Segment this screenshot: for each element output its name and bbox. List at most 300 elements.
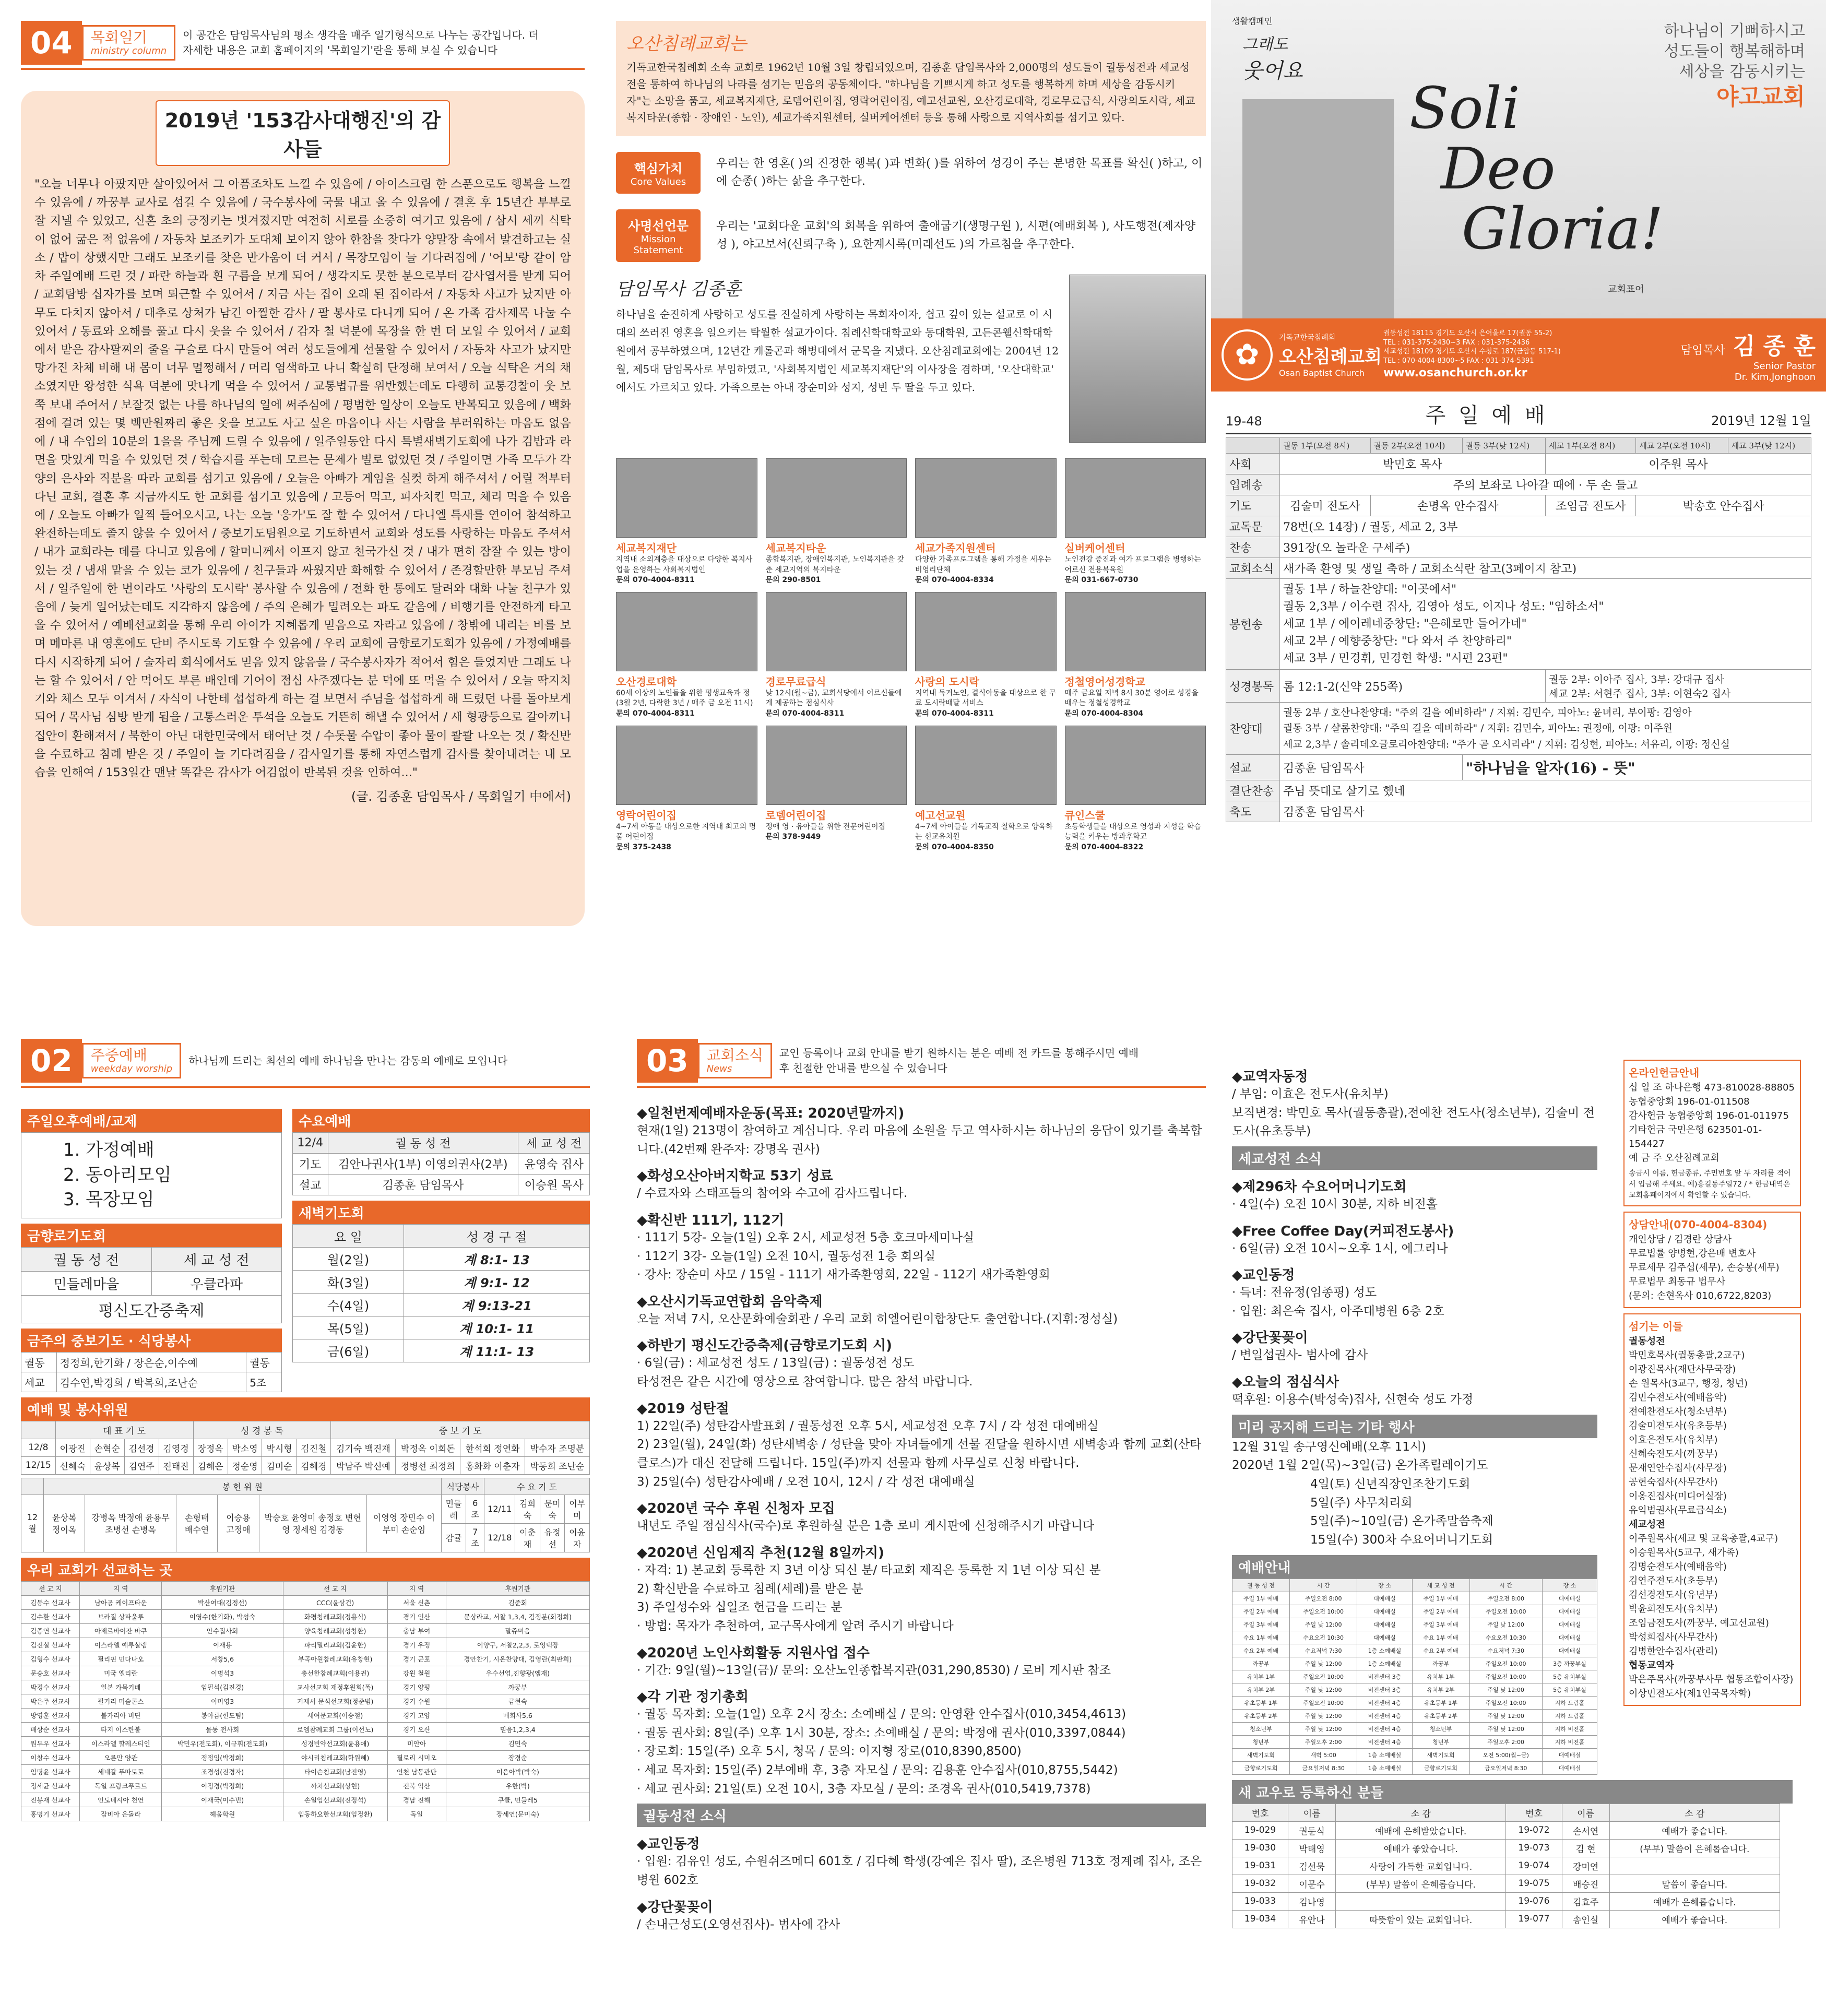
p02-serve2_row2-3: 이춘재 — [515, 1523, 540, 1552]
cover-soli-2: Gloria! — [1462, 195, 1664, 262]
p03-items-5-b-2: 3) 25일(수) 성탄감사예배 / 오전 10시, 12시 / 각 성전 대예배실 — [637, 1475, 975, 1489]
p02-mission_head-1: 지 역 — [80, 1581, 162, 1595]
p02-wed_head-2: 세 교 성 전 — [518, 1133, 590, 1154]
side-gd-11: 유익범권사(무료급식소) — [1629, 1505, 1727, 1516]
p03-items-9-b-0: · 궐동 목자회: 오늘(1일) 오후 2시 장소: 소예배실 / 문의: 안영환 안수집사(010,3454,4613) — [637, 1707, 1127, 1722]
p03-sched_rows-12-3: 새벽기도회 — [1412, 1748, 1469, 1761]
p02-mission_head-4: 지 역 — [387, 1581, 446, 1595]
side-sg-6: 조임금전도사(까꿍부, 예고선교원) — [1629, 1618, 1769, 1629]
worship-rows-0-v-0: 박민호 목사 — [1280, 454, 1546, 475]
worship-rows-2-v-0: 김술미 전도사 — [1280, 495, 1371, 516]
p03-sched_rows-13-0: 금향로기도회 — [1232, 1761, 1290, 1774]
p02-dawn_rows-4-1: 계 11:1- 13 — [404, 1339, 590, 1362]
worship-cols-5: 세교 3부(낮 12시) — [1728, 438, 1811, 454]
mid-photos-8-c: 문의 375-2438 — [616, 843, 671, 851]
p03-items-2-b-0: · 111기 5강- 오늘(1일) 오후 2시, 세교성전 5층 호크마세미나실 — [637, 1230, 975, 1244]
mid-photos-7-d: 매주 금요일 저녁 8시 30분 영어로 성경을 배우는 정철성경학교 — [1064, 689, 1199, 708]
p02-dawn_rows-0-1: 계 8:1- 13 — [404, 1248, 590, 1271]
p03-reg_rows-0-3: 19-072 — [1506, 1821, 1562, 1839]
p03-sched_rows-2-4: 주일 낮 12:00 — [1469, 1618, 1542, 1631]
p02-serve_rows-1-1: 신혜숙 — [55, 1456, 90, 1474]
p02-dawn_rows-0-0: 월(2일) — [293, 1248, 404, 1271]
p02-serve2_row-10: 김희숙 — [515, 1495, 540, 1523]
p03-items-0-b-0: 현재(1일) 213명이 참여하고 계십니다. 우리 마음에 소원을 두고 역사하시는 하나님의 응답이 있기를 축복합니다.(42번째 완주자: 강명옥 권사) — [637, 1124, 1202, 1156]
p03-sched_rows-11-3: 청년부 — [1412, 1735, 1469, 1748]
p03-sched_rows-3-1: 수요오전 10:30 — [1289, 1631, 1357, 1644]
core-values-text: 우리는 한 영혼( )의 진정한 행복( )과 변화( )를 위하여 성경이 주는 분명한 목표를 확신( )하고, 이에 순종( )하는 삶을 추구한다. — [716, 157, 1203, 188]
p03-gd_items-0-b-0: · 입원: 김유인 성도, 수원쉬즈메디 601호 / 김다혜 학생(강예은 집사 딸), 조은병원 713호 정계례 집사, 조은병원 602호 — [637, 1855, 1202, 1888]
mid-photos-11-c: 문의 070-4004-8322 — [1064, 843, 1144, 851]
mid-core_label: 핵심가치 — [634, 161, 683, 176]
p03-gd_items-1-h: ◆강단꽃꽂이 — [637, 1899, 713, 1915]
p03-items-4-h: ◆하반기 평신도간증축제(금향로기도회 시) — [637, 1338, 892, 1354]
p02-sun_items-2: 3. 목장모임 — [63, 1189, 155, 1211]
side-counsel_rows-2: 무료세무 김주섭(세무), 손승봉(세무) — [1629, 1262, 1780, 1273]
mid-photos-4-d: 60세 이상의 노인들을 위한 평생교육과 정(3월 2년, 다락한 3년 / 매주 금 오전 11시) — [616, 689, 753, 708]
side-online_note: 송금시 이름, 헌금종류, 주민번호 앞 두 자리를 적어서 입금해 주세요. 예)홍길동주일72 / * 한금내역은 교회홈페이지에서 확인할 수 있습니다. — [1629, 1169, 1791, 1200]
website-link[interactable]: www.osanchurch.or.kr — [1383, 366, 1527, 380]
p03-reg_rows-0-2: 예배에 은혜받았습니다. — [1336, 1821, 1506, 1839]
mid-mission_label: 사명선언문 — [628, 219, 689, 233]
sunday-afternoon-title: 주일오후예배/교제 — [21, 1109, 282, 1132]
cover-church_en: Osan Baptist Church — [1279, 368, 1365, 378]
mission-table — [21, 1581, 590, 1821]
p03-reg_head-1: 이름 — [1288, 1804, 1336, 1821]
p02-mission_head-3: 선 교 지 — [283, 1581, 387, 1595]
p02-mission_rows-6-4: 경기 양평 — [387, 1680, 446, 1694]
p02-pray_rows-1-2: 5조 — [246, 1372, 282, 1392]
p03-reg_head-0: 번호 — [1232, 1804, 1288, 1821]
p02-mission_rows-0-3: CCC(윤상건) — [283, 1595, 387, 1609]
p03-sched_rows-11-5: 지하 비전홀 — [1542, 1735, 1597, 1748]
cover-motto-1: 성도들이 행복해하며 — [1664, 42, 1805, 61]
p02-serve2_row-11: 문미숙 — [540, 1495, 565, 1523]
p02-mission_rows-10-1: 이스라엘 할레스티인 — [80, 1736, 162, 1750]
p03-reg_rows-1-4: 김 현 — [1562, 1839, 1609, 1857]
p02-serve_rows-0-7: 박시형 — [262, 1439, 297, 1456]
p02-mission_rows-14-1: 인도네시아 천연 — [80, 1793, 162, 1807]
p03-sched_rows-9-2: 비전센터 4층 — [1357, 1709, 1412, 1722]
p03-reg_rows-3-4: 배승진 — [1562, 1875, 1609, 1892]
mid-photos-7-t: 정철영어성경학교 — [1064, 675, 1146, 688]
p03-reg_rows-1-0: 19-030 — [1232, 1839, 1288, 1857]
p03-sched_rows-13-3: 금향로기도회 — [1412, 1761, 1469, 1774]
p02-mission_rows-7-3: 거제서 문석선교회(정준범) — [283, 1694, 387, 1708]
p02-serve_rows-1-11: 홍화화 이춘자 — [460, 1456, 525, 1474]
p02-serve2_row2-1: 7조 — [466, 1523, 484, 1552]
p03-items-1-b-0: / 수료자와 스태프들의 참여와 수고에 감사드립니다. — [637, 1187, 908, 1201]
p02-wed_rows-1-0: 설교 — [293, 1175, 328, 1195]
side-gd-4: 전예찬전도사(청소년부) — [1629, 1406, 1727, 1417]
p03-sched_rows-7-2: 비전센터 3층 — [1357, 1683, 1412, 1696]
p02-dawn_head-0: 요 일 — [293, 1225, 404, 1248]
church-intro — [616, 21, 1206, 971]
p03-sched_rows-3-2: 대예배실 — [1357, 1631, 1412, 1644]
p02-note: 하나님께 드리는 최선의 예배 하나님을 만나는 감동의 예배로 모입니다 — [188, 1054, 508, 1067]
p03-sched_head-2: 장 소 — [1357, 1579, 1412, 1592]
column-signature: (글. 김종훈 담임목사 / 목회일기 中에서) — [351, 789, 571, 804]
p03-sg_items-2-h: ◆교인동정 — [1232, 1267, 1295, 1284]
p02-dawn_rows-2-1: 계 9:13-21 — [404, 1294, 590, 1317]
p03-sched_rows-9-3: 유초등부 2부 — [1412, 1709, 1469, 1722]
p03-sched_rows-3-4: 수요오전 10:30 — [1469, 1631, 1542, 1644]
p03-sched_head-0: 궐 동 성 전 — [1232, 1579, 1290, 1592]
p02-serve2_row-2: 강병옥 박정애 윤용무 조병선 손병옥 — [85, 1495, 176, 1552]
p02-mission_rows-6-5: 까꿍부 — [446, 1680, 589, 1694]
p02-dawn_rows-4-0: 금(6일) — [293, 1339, 404, 1362]
p03-sg_items-0-b-0: · 4일(수) 오전 10시 30분, 지하 비전홀 — [1232, 1197, 1438, 1211]
worship-rows-6-v-2: 세교 1부 / 에이레네중창단: "은혜로만 들어가네" — [1283, 618, 1527, 631]
p03-sched_rows-12-0: 새벽기도회 — [1232, 1748, 1290, 1761]
p03-items-9-h: ◆각 기관 정기총회 — [637, 1689, 749, 1705]
p03-sched_rows-10-2: 비전센터 4층 — [1357, 1722, 1412, 1735]
worship-rows-9-v-0: 김종훈 담임목사 — [1280, 755, 1463, 780]
p02-serve2_row-5: 박승호 윤영미 송정호 변현영 정세원 김경동 — [259, 1495, 366, 1552]
p03-sched_rows-7-1: 주일 낮 12:00 — [1289, 1683, 1357, 1696]
p03-items-3-b-0: 오늘 저녁 7시, 오산문화예술회관 / 우리 교회 히엘어린이합창단도 출연합니다.(지휘:정성실) — [637, 1312, 1118, 1326]
p03-sched_rows-13-4: 금요일저녁 8:30 — [1469, 1761, 1542, 1774]
p03-sched_rows-6-0: 유치부 1부 — [1232, 1670, 1290, 1683]
p02-mission_rows-9-3: 로엠참례교회 그룹(이선노) — [283, 1722, 387, 1736]
p02-mission_rows-1-3: 화평침례교회(정용식) — [283, 1609, 387, 1623]
side-online_title: 온라인헌금안내 — [1629, 1066, 1700, 1079]
building-illustration — [1242, 99, 1394, 318]
p02-mission_rows-1-1: 브라질 상파울루 — [80, 1609, 162, 1623]
p02-mission_rows-2-4: 충남 부여 — [387, 1623, 446, 1638]
p02-mission_rows-5-3: 충선한참례교회(이용권) — [283, 1666, 387, 1680]
p02-gold_row-1: 우클라파 — [151, 1271, 281, 1295]
worship-rows-0-k: 사회 — [1226, 454, 1280, 475]
p03-sched_rows-0-1: 주일오전 8:00 — [1289, 1592, 1357, 1605]
p02-mission_rows-6-1: 일본 카목키베 — [80, 1680, 162, 1694]
side-online_rows-2: 감사헌금 농협중앙회 196-01-011975 — [1629, 1110, 1789, 1121]
p02-mission_rows-8-5: 매회사5,6 — [446, 1708, 589, 1722]
p02-mission_rows-13-2: 이정경(박정희) — [162, 1778, 283, 1793]
p02-mission_rows-3-2: 이재용 — [162, 1638, 283, 1652]
p03-sched_head-1: 시 간 — [1289, 1579, 1357, 1592]
p03-reg_rows-4-0: 19-033 — [1232, 1892, 1288, 1910]
p02-mission_rows-11-1: 오른만 양관 — [80, 1750, 162, 1764]
p02-sun_items-1: 2. 동아리모임 — [63, 1164, 172, 1185]
p02-mission_rows-0-2: 박산여대(김정선) — [162, 1595, 283, 1609]
p02-pray_rows-0-2: 궐동 — [246, 1352, 282, 1372]
p03-sched_rows-8-0: 유초등부 1부 — [1232, 1696, 1290, 1709]
p03-sched_rows-11-0: 청년부 — [1232, 1735, 1290, 1748]
p02-mission_rows-8-4: 경기 고양 — [387, 1708, 446, 1722]
side-gd-2: 손 원목사(3교구, 행정, 청년) — [1629, 1378, 1748, 1389]
p02-tag: 주중예배 — [90, 1046, 147, 1064]
worship-table — [1226, 437, 1811, 822]
mid-photos-7-c: 문의 070-4004-8304 — [1064, 709, 1144, 718]
p03-reg_rows-5-0: 19-034 — [1232, 1910, 1288, 1928]
p02-mission_rows-7-1: 필기리 미술콘스 — [80, 1694, 162, 1708]
p02-mission_rows-4-1: 필리핀 민다나오 — [80, 1652, 162, 1666]
p03-gd_items-0-h: ◆교인동정 — [637, 1836, 700, 1853]
side-gd-10: 이옹진집사(미디어실장) — [1629, 1491, 1727, 1502]
cover-soli-1: Deo — [1441, 135, 1556, 202]
p02-mission_rows-11-3: 야시리침례교회(학원혜) — [283, 1750, 387, 1764]
p03-sched_rows-4-4: 수요저녁 7:30 — [1469, 1644, 1542, 1657]
p02-mission_rows-3-1: 이스라엘 예루살렘 — [80, 1638, 162, 1652]
p03-items-9-b-4: · 세교 권사회: 21일(토) 오전 10시, 3층 자모실 / 문의: 조경옥 권사(010,5419,7378) — [637, 1782, 1091, 1796]
mid-photos-0-c: 문의 070-4004-8311 — [616, 576, 695, 585]
p02-wed_head-0: 12/4 — [293, 1133, 328, 1154]
p02-pray_rows-1-0: 세교 — [21, 1372, 57, 1392]
p02-mission_rows-8-1: 불가리아 비딘 — [80, 1708, 162, 1722]
cover-pastor_label: 담임목사 — [1680, 344, 1725, 357]
p02-dawn_rows-2-0: 수(4일) — [293, 1294, 404, 1317]
p03-sched_rows-12-5: 대예배실 — [1542, 1748, 1597, 1761]
p02-mission_rows-14-2: 이재국(이수빈) — [162, 1793, 283, 1807]
side-gd-1: 이광진목사(재단사무국장) — [1629, 1364, 1736, 1375]
p02-mission_rows-13-0: 정세균 선교사 — [21, 1778, 80, 1793]
p03-reg_rows-0-5: 예배가 좋습니다. — [1609, 1821, 1780, 1839]
cover-script1: 그래도 — [1242, 35, 1288, 54]
p03-sched_head-3: 세 교 성 전 — [1412, 1579, 1469, 1592]
p03-reg_rows-4-4: 김효주 — [1562, 1892, 1609, 1910]
cover-tel1: TEL : 031-375-2430~3 FAX : 031-375-2436 — [1383, 338, 1530, 347]
p02-mission_rows-2-0: 김종연 선교사 — [21, 1623, 80, 1638]
p03-sched_rows-8-2: 비전센터 4층 — [1357, 1696, 1412, 1709]
p03-sched_rows-4-0: 수요 2부 예배 — [1232, 1644, 1290, 1657]
ministry-card — [915, 458, 1057, 586]
p02-mission_rows-7-5: 금현숙 — [446, 1694, 589, 1708]
p02-serve_rows-1-0: 12/15 — [21, 1456, 56, 1474]
worship-rows-5-v-0: 새가족 환영 및 생일 축하 / 교회소식란 참고(3페이지 참고) — [1280, 558, 1811, 579]
info-sidebar — [1623, 1060, 1801, 1706]
mid-photos-3-c: 문의 031-667-0730 — [1064, 576, 1139, 585]
ministry-card — [616, 726, 757, 853]
mid-photos-1-d: 종합복지관, 장애인복지관, 노인복지관을 갖춘 세교지역의 복지타운 — [765, 555, 905, 574]
p02-mission_rows-3-0: 김진실 선교사 — [21, 1638, 80, 1652]
p02-mission_rows-9-1: 타지 이스탄불 — [80, 1722, 162, 1736]
side-gd-6: 이효은전도사(유치부) — [1629, 1434, 1718, 1445]
p02-wed_head-1: 궐 동 성 전 — [328, 1133, 518, 1154]
p03-sched_rows-8-5: 지하 드림홀 — [1542, 1696, 1597, 1709]
worship-rows-6-v-1: 궐동 2,3부 / 이수련 집사, 김영아 성도, 이지나 성도: "임하소서" — [1283, 600, 1604, 613]
p03-items-4-b-0: · 6일(금) : 세교성전 성도 / 13일(금) : 궐동성전 성도 — [637, 1356, 915, 1370]
p03-reg_rows-5-4: 송인실 — [1562, 1910, 1609, 1928]
p03-plan_rows-1: 2020년 1월 2일(목)~3일(금) 온가족릴레이기도 — [1232, 1458, 1488, 1473]
p02-mission_rows-12-3: 타이슨침교회(남진영) — [283, 1764, 387, 1778]
p02-gold_row-0: 민들레마을 — [21, 1271, 152, 1295]
page-02-weekday — [21, 1039, 590, 2010]
p02-tag_en: weekday worship — [90, 1063, 173, 1074]
worship-rows-7-v-2: 세교 2부: 서현주 집사, 3부: 이현숙2 집사 — [1548, 688, 1731, 699]
serve2-table — [21, 1478, 590, 1552]
p02-serve2_row2-0: 감귤 — [441, 1523, 466, 1552]
p02-serve2_row-6: 이영영 장민수 이부미 손순임 — [366, 1495, 441, 1552]
p03-sched_rows-5-5: 3층 까꿍부실 — [1542, 1657, 1597, 1670]
p02-mission_rows-10-3: 성경빈약선교회(윤용애) — [283, 1736, 387, 1750]
p02-mission_rows-6-3: 교사선교회 재정후원회(폭) — [283, 1680, 387, 1694]
p02-mission_rows-11-2: 정정임(박정희) — [162, 1750, 283, 1764]
worship-rows-2-k: 기도 — [1226, 495, 1280, 516]
worship-rows-2-v-2: 조임금 전도사 — [1545, 495, 1636, 516]
mid-photos-9-c: 문의 378-9449 — [765, 833, 821, 841]
p03-sched_rows-0-2: 대예배실 — [1357, 1592, 1412, 1605]
mid-photos-1-t: 세교복지타운 — [765, 542, 826, 554]
mid-photos-9-t: 로뎀어린이집 — [765, 809, 826, 822]
p03-sg_items-3-b-0: / 변일섭권사- 범사에 감사 — [1232, 1348, 1368, 1362]
p03-sched_rows-5-2: 1층 소예배실 — [1357, 1657, 1412, 1670]
mid-photos-5-t: 경로무료급식 — [765, 675, 826, 688]
p02-mission_rows-8-2: 봉아름(헌도팀) — [162, 1708, 283, 1722]
side-gd-9: 공현숙집사(사무간사) — [1629, 1477, 1718, 1488]
p02-serve_rows-1-9: 박남주 박신예 — [331, 1456, 396, 1474]
page-04-header — [21, 21, 585, 65]
worship-rows-10-k: 결단찬송 — [1226, 780, 1280, 801]
p02-serve_title: 예배 및 봉사위원 — [21, 1397, 590, 1421]
news-col-1 — [637, 1096, 1206, 1934]
worship-rows-9-v-1: "하나님을 알자(16) - 뜻" — [1462, 755, 1811, 780]
p03-sg_items-3-h: ◆강단꽃꽂이 — [1232, 1330, 1308, 1346]
p03-sched_rows-1-5: 대예배실 — [1542, 1605, 1597, 1618]
p02-mission_rows-9-5: 믿음1,2,3,4 — [446, 1722, 589, 1736]
worship-rows-7-v-1: 궐동 2부: 이아주 집사, 3부: 강대규 집사 — [1548, 674, 1725, 685]
cover-pastor_en2: Dr. Kim,Jonghoon — [1734, 372, 1816, 383]
p02-dawn_rows-3-0: 목(5일) — [293, 1317, 404, 1339]
p02-mission_rows-0-4: 서울 신촌 — [387, 1595, 446, 1609]
p03-sched_rows-8-4: 주일오전 10:00 — [1469, 1696, 1542, 1709]
ministry-card — [766, 726, 907, 853]
p03-sched_rows-5-0: 까꿍부 — [1232, 1657, 1290, 1670]
p03-items-8-h: ◆2020년 노인사회활동 지원사업 접수 — [637, 1645, 870, 1661]
p02-serve2_head-2: 수 요 기 도 — [484, 1478, 590, 1495]
registration-table — [1232, 1804, 1780, 1928]
cover-church_sub: 기독교한국침례회 — [1279, 334, 1336, 342]
p03-reg_rows-0-0: 19-029 — [1232, 1821, 1288, 1839]
intro-title: 오산침례교회는 — [626, 33, 746, 54]
p02-mission_rows-1-0: 김수환 선교사 — [21, 1609, 80, 1623]
p02-serve2_row-12: 이부미 — [565, 1495, 590, 1523]
worship-cols-3: 세교 1부(오전 8시) — [1545, 438, 1636, 454]
p03-sched_rows-12-2: 1층 소예배실 — [1357, 1748, 1412, 1761]
p02-mission_rows-8-3: 세여문교회(이승철) — [283, 1708, 387, 1722]
p02-mission_rows-14-0: 진봉재 선교사 — [21, 1793, 80, 1807]
p03-items-5-h: ◆2019 성탄절 — [637, 1401, 729, 1417]
cover-soli-0: Soli — [1409, 75, 1520, 141]
cover-motto-2: 세상을 감동시키는 — [1679, 63, 1805, 81]
worship-rows-4-k: 찬송 — [1226, 537, 1280, 558]
side-online_rows-3: 기타헌금 국민은행 623501-01-154427 — [1629, 1124, 1762, 1149]
p02-mission_rows-12-4: 인천 남동관단 — [387, 1764, 446, 1778]
p02-serve_rows-1-5: 김혜은 — [193, 1456, 228, 1474]
p03-sched_rows-6-1: 주일오전 10:00 — [1289, 1670, 1357, 1683]
p02-serve_rows-0-11: 한석희 정연화 — [460, 1439, 525, 1456]
p03-sg_items-0-h: ◆제296차 수요어머니기도회 — [1232, 1179, 1407, 1195]
core-values-label — [616, 152, 701, 194]
campaign-small: 생활캠페인 — [1232, 16, 1273, 26]
p03-c2_items-0-b-1: 보직변경: 박민호 목사(궐동총괄),전예찬 전도사(청소년부), 김술미 전도사(유초등부) — [1232, 1106, 1595, 1139]
cover-pastor_en1: Senior Pastor — [1753, 361, 1816, 372]
p03-sched_rows-4-2: 1층 소예배실 — [1357, 1644, 1412, 1657]
p03-plan_rows-5: 15일(수) 300차 수요어머니기도회 — [1310, 1533, 1493, 1547]
p03-sched_rows-7-0: 유치부 2부 — [1232, 1683, 1290, 1696]
side-counsel_title: 상담안내(070-4004-8304) — [1629, 1218, 1768, 1231]
brand-logo: 야고교회 — [1716, 84, 1805, 110]
worship-rows-1-k: 입례송 — [1226, 475, 1280, 495]
p02-mission_rows-6-2: 임필석(김진경) — [162, 1680, 283, 1694]
p02-serve_rows-1-8: 김혜경 — [297, 1456, 331, 1474]
p02-serve_rows-0-10: 박정옥 이희돈 — [396, 1439, 460, 1456]
pastor-title: 담임목사 김종훈 — [616, 279, 742, 300]
p03-items-7-b-0: · 자격: 1) 본교회 등록한 지 3년 이상 되신 분/ 타교회 제직은 등록한 지 1년 이상 되신 분 — [637, 1563, 1101, 1577]
p02-num: 02 — [21, 1039, 82, 1083]
p03-plan_rows-4: 5일(주)~10일(금) 온가족말씀축제 — [1310, 1514, 1493, 1528]
worship-rows-7-v-0: 롬 12:1-2(신약 255쪽) — [1280, 670, 1546, 703]
side-gd-3: 김민수전도사(예배음악) — [1629, 1392, 1727, 1403]
p02-wed_rows-0-1: 김안나권사(1부) 이영의권사(2부) — [328, 1154, 518, 1175]
p02-serve_rows-0-2: 손혁순 — [90, 1439, 124, 1456]
p02-mission_rows-10-2: 박민우(전도회), 이규휘(전도회) — [162, 1736, 283, 1750]
cover-addr1: 궐동성전 18115 경기도 오산시 은여울로 17(궐동 55-2) — [1383, 329, 1552, 338]
p02-serve_rows-0-9: 김기숙 백진재 — [331, 1439, 396, 1456]
p02-serve_rows-1-10: 정병선 최정희 — [396, 1456, 460, 1474]
ministry-grid — [616, 458, 1206, 852]
p03-sg_items-1-b-0: · 6일(금) 오전 10시~오후 1시, 에그리나 — [1232, 1241, 1448, 1255]
cover-panel — [1211, 0, 1826, 981]
p02-dawn_title: 새벽기도회 — [292, 1201, 590, 1224]
p02-serve2_row2-4: 유정선 — [540, 1523, 565, 1552]
p02-mission_rows-11-0: 이창수 선교사 — [21, 1750, 80, 1764]
p02-mission_rows-4-5: 경안찬기, 시온찬양대, 김영란(최판희) — [446, 1652, 589, 1666]
p02-mission_rows-2-3: 양육침례교회(성창환) — [283, 1623, 387, 1638]
p03-reg_head-2: 소 감 — [1336, 1804, 1506, 1821]
intro-text: 기독교한국침례회 소속 교회로 1962년 10월 3일 창립되었으며, 김종훈 담임목사와 2,000명의 성도들이 궐동성전과 세교성전을 통하여 하나님의 나라를 섬기는 믿음의 공동체이다. "하나님을 기쁘시게 하고 성도를 행복하게 하며 세상을 감동시키자"는 소망을 품고, 세교복지재단, 로뎀어린이집, 영락어린이집, 예고선교원, 오산경로대학, 경로무료급식, 사랑의도시락, 세교복지타운(종합 · 장애인 · 노인), 세교가족지원센터, 실버케어센터 등을 통해 사랑으로 지역사회를 섬기고 있다. — [626, 61, 1195, 124]
church-logo-icon: ✿ — [1222, 329, 1273, 381]
p02-serve2_row-3: 손형태 배수연 — [176, 1495, 217, 1552]
p02-mission_head-5: 후원기관 — [446, 1581, 589, 1595]
worship-title: 주 일 예 배 — [1425, 404, 1548, 428]
p02-sun_items-0: 1. 가정예배 — [63, 1140, 155, 1160]
p02-mission_rows-9-2: 물동 전사회 — [162, 1722, 283, 1736]
p02-mission_rows-0-1: 남아공 케이프타운 — [80, 1595, 162, 1609]
p03-items-2-b-1: · 112기 3강- 오늘(1일) 오전 10시, 궐동성전 1층 회의실 — [637, 1249, 935, 1263]
worship-rows-0-v-1: 이주원 목사 — [1545, 454, 1811, 475]
mid-photos-1-c: 문의 290-8501 — [765, 576, 821, 585]
p03-reg_rows-4-3: 19-076 — [1506, 1892, 1562, 1910]
sunday-afternoon-list — [21, 1132, 282, 1218]
p02-mission_rows-1-5: 문상라교, 서찰 1,3,4, 김정분(회정희) — [446, 1609, 589, 1623]
side-sg-4: 김선경전도사(유년부) — [1629, 1590, 1718, 1600]
p03-reg_rows-3-1: 이문수 — [1288, 1875, 1336, 1892]
cover-art — [1211, 0, 1826, 318]
p02-mission_rows-11-4: 필로리 시미오 — [387, 1750, 446, 1764]
p02-serve2_row-1: 윤상복 정이옥 — [43, 1495, 85, 1552]
p03-sg_items-4-b-0: 떡후원: 이용수(박성숙)집사, 신현숙 성도 가정 — [1232, 1393, 1474, 1407]
p03-sched_rows-6-3: 유치부 1부 — [1412, 1670, 1469, 1683]
worship-rows-8-v-0: 궐동 2부 / 호산나찬양대: "주의 길을 예비하라" / 지휘: 김민수, 피아노: 윤녀리, 부이팡: 김영아 — [1283, 707, 1692, 718]
p02-mission_head-0: 선 교 지 — [21, 1581, 80, 1595]
mid-photos-6-c: 문의 070-4004-8311 — [915, 709, 994, 718]
side-counsel_rows-3: 무료법무 최동규 법무사 — [1629, 1276, 1726, 1287]
p03-reg_rows-2-2: 사랑이 가득한 교회입니다. — [1336, 1857, 1506, 1875]
p02-serve_rows-0-3: 김선경 — [124, 1439, 159, 1456]
p03-items-4-b-1: 타성전은 같은 시간에 영상으로 참여합니다. 많은 참석 바랍니다. — [637, 1375, 973, 1389]
side-gd-8: 문재연안수집사(사무장) — [1629, 1463, 1727, 1474]
cover-script2: 웃어요 — [1242, 59, 1303, 83]
p03-items-5-b-0: 1) 22일(주) 성탄감사발표회 / 궐동성전 오후 5시, 세교성전 오후 7시 / 각 성전 대예배실 — [637, 1419, 1099, 1433]
p02-gold_title: 금향로기도회 — [21, 1224, 282, 1247]
p02-dawn_rows-1-0: 화(3일) — [293, 1271, 404, 1294]
p03-items-7-b-1: 2) 확신반을 수료하고 침례(세례)를 받은 분 — [637, 1582, 863, 1596]
p03-items-6-h: ◆2020년 국수 후원 신청자 모집 — [637, 1501, 835, 1517]
p02-mission_rows-3-3: 파리밀리교회(김윤한) — [283, 1638, 387, 1652]
worship-rows-6-v-3: 세교 2부 / 예향중창단: "다 와서 주 찬양하리" — [1283, 635, 1512, 648]
p02-mission_rows-15-3: 임동하요한선교회(임정환) — [283, 1807, 387, 1821]
p03-sched_rows-13-1: 금요일저녁 8:30 — [1289, 1761, 1357, 1774]
